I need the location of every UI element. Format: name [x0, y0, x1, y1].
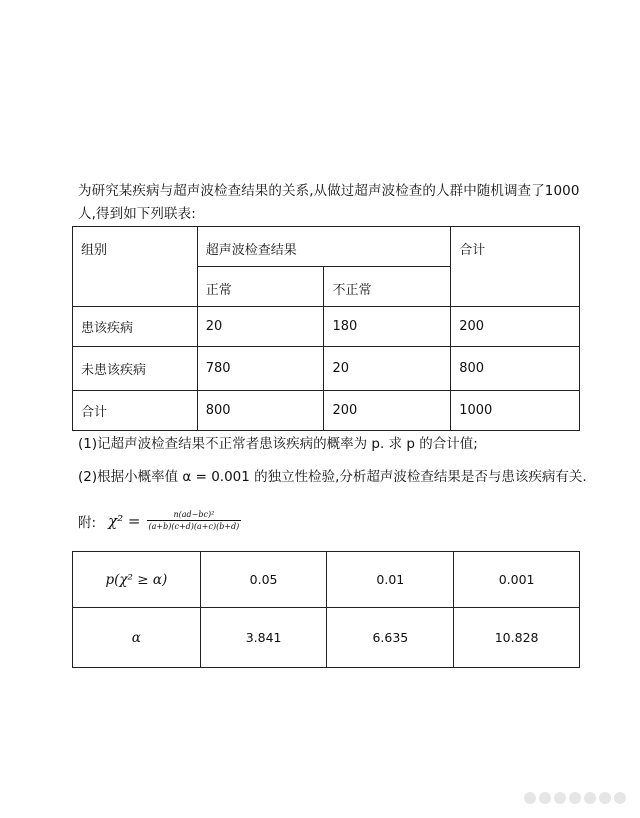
table-cell: 0.01 [327, 552, 454, 608]
cell-total: 200 [451, 307, 580, 347]
header-total: 合计 [451, 227, 580, 307]
table-row [73, 347, 580, 391]
table-cell: 10.828 [454, 608, 580, 668]
header-result: 超声波检查结果 [197, 227, 451, 267]
cell-normal: 780 [197, 347, 324, 391]
table-cell: 0.001 [454, 552, 580, 608]
cell-total: 1000 [451, 391, 580, 431]
table-row [73, 391, 580, 431]
problem-intro: 为研究某疾病与超声波检查结果的关系,从做过超声波检查的人群中随机调查了1000 人,得到如下列联表: [78, 183, 580, 222]
row-label: 合计 [73, 391, 198, 431]
cell-total: 800 [451, 347, 580, 391]
watermark-dots [524, 792, 626, 804]
table-row [73, 608, 580, 668]
formula-fraction [147, 510, 242, 531]
table-row [73, 307, 580, 347]
header-abnormal: 不正常 [324, 267, 451, 307]
table-cell: 6.635 [327, 608, 454, 668]
row-label-p: p(χ² ≥ α) [73, 552, 201, 608]
cell-normal: 20 [197, 307, 324, 347]
question-2: (2)根据小概率值 α = 0.001 的独立性检验,分析超声波检查结果是否与患该疾病有关. [78, 469, 587, 485]
formula-denominator: (a+b)(c+d)(a+c)(b+d) [148, 522, 240, 531]
formula-prefix: 附: [78, 514, 97, 531]
critical-value-table [72, 551, 580, 668]
contingency-table [72, 226, 580, 431]
formula-lhs: χ² = [108, 511, 141, 530]
table-cell: 0.05 [200, 552, 327, 608]
row-label: 未患该疾病 [73, 347, 198, 391]
row-label: 患该疾病 [73, 307, 198, 347]
header-normal: 正常 [197, 267, 324, 307]
cell-abnormal: 180 [324, 307, 451, 347]
table-cell: 3.841 [200, 608, 327, 668]
table-row [73, 552, 580, 608]
cell-abnormal: 20 [324, 347, 451, 391]
header-group: 组别 [73, 227, 198, 307]
formula-numerator: n(ad−bc)² [173, 510, 215, 519]
formula [78, 510, 241, 531]
cell-normal: 800 [197, 391, 324, 431]
question-1: (1)记超声波检查结果不正常者患该疾病的概率为 p. 求 p 的合计值; [78, 436, 478, 452]
cell-abnormal: 200 [324, 391, 451, 431]
row-label-alpha: α [73, 608, 201, 668]
